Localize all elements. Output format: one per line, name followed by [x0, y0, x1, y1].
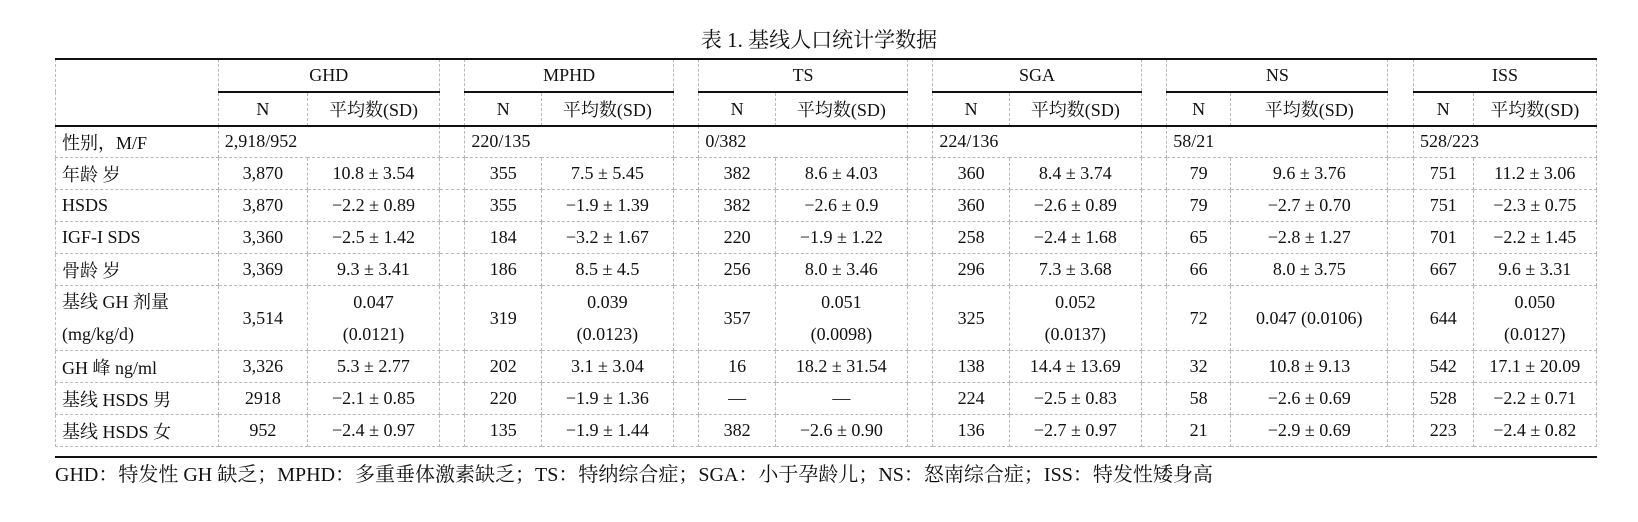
table-row — [56, 222, 1597, 254]
n-cell: 3,514 — [218, 286, 307, 351]
n-cell: 3,369 — [218, 254, 307, 286]
column-gap — [673, 158, 699, 190]
row-label: HSDS — [56, 190, 219, 222]
column-gap — [1141, 415, 1167, 447]
table-row — [56, 286, 1597, 351]
table-footnote: GHD：特发性 GH 缺乏；MPHD：多重垂体激素缺乏；TS：特纳综合症；SGA：小于孕龄儿；NS：怒南综合症；ISS：特发性矮身高 — [55, 464, 1213, 486]
mean-sd-cell: — — [775, 383, 907, 415]
mean-sd-cell: 7.5 ± 5.45 — [541, 158, 673, 190]
group-header-mphd: MPHD — [465, 60, 673, 93]
group-header-iss: ISS — [1413, 60, 1596, 93]
mean-sd-cell: −2.3 ± 0.75 — [1473, 190, 1596, 222]
mean-sd-cell: −2.2 ± 1.45 — [1473, 222, 1596, 254]
demographics-table — [55, 59, 1597, 447]
mean-sd-cell: −2.2 ± 0.71 — [1473, 383, 1596, 415]
mean-sd-cell: −2.5 ± 0.83 — [1009, 383, 1141, 415]
row-label: IGF-I SDS — [56, 222, 219, 254]
column-gap — [1388, 222, 1414, 254]
n-cell: 202 — [465, 351, 542, 383]
mean-sd-cell: −1.9 ± 1.22 — [775, 222, 907, 254]
n-cell: 644 — [1413, 286, 1473, 351]
sub-header-mean-sd: 平均数(SD) — [775, 92, 907, 126]
column-gap — [1141, 351, 1167, 383]
mean-sd-cell: 17.1 ± 20.09 — [1473, 351, 1596, 383]
n-cell: 138 — [933, 351, 1010, 383]
n-cell: 528 — [1413, 383, 1473, 415]
row-label-line: 基线 GH 剂量 — [62, 292, 169, 312]
sub-header-n: N — [218, 92, 307, 126]
column-gap — [1141, 158, 1167, 190]
n-cell: 751 — [1413, 158, 1473, 190]
n-cell: 542 — [1413, 351, 1473, 383]
mean-sd-cell: −2.2 ± 0.89 — [308, 190, 440, 222]
column-gap — [673, 254, 699, 286]
mean-sd-cell — [308, 286, 440, 351]
table-row — [56, 190, 1597, 222]
mean-sd-line: (0.0137) — [1044, 324, 1107, 344]
sub-header-n: N — [465, 92, 542, 126]
column-gap — [1388, 158, 1414, 190]
column-gap — [673, 126, 699, 158]
mean-sd-line: 0.052 — [1055, 292, 1096, 312]
row-label: 年龄 岁 — [56, 158, 219, 190]
table-header-rule — [55, 125, 1597, 127]
mean-sd-cell: 8.4 ± 3.74 — [1009, 158, 1141, 190]
sub-header-n: N — [1413, 92, 1473, 126]
column-gap — [439, 383, 465, 415]
mean-sd-line: (0.0098) — [810, 324, 873, 344]
sex-ratio-cell: 0/382 — [699, 126, 907, 158]
sub-header-row — [56, 92, 1597, 126]
column-gap — [907, 126, 933, 158]
column-gap — [1141, 190, 1167, 222]
column-gap — [439, 254, 465, 286]
n-cell: 256 — [699, 254, 776, 286]
n-cell: 382 — [699, 158, 776, 190]
table-row — [56, 383, 1597, 415]
column-gap — [439, 222, 465, 254]
group-header-sga: SGA — [933, 60, 1141, 93]
n-cell: 184 — [465, 222, 542, 254]
n-cell: 701 — [1413, 222, 1473, 254]
n-cell: 79 — [1167, 158, 1231, 190]
mean-sd-cell: 9.6 ± 3.31 — [1473, 254, 1596, 286]
mean-sd-cell — [1231, 286, 1388, 351]
n-cell: 325 — [933, 286, 1010, 351]
column-gap — [673, 190, 699, 222]
mean-sd-line: (0.0123) — [576, 324, 639, 344]
column-gap — [439, 190, 465, 222]
table-title: 表 1. 基线人口统计学数据 — [700, 28, 938, 52]
mean-sd-cell — [1473, 286, 1596, 351]
column-gap — [439, 286, 465, 351]
row-label: 基线 HSDS 男 — [56, 383, 219, 415]
row-label: 骨龄 岁 — [56, 254, 219, 286]
n-cell: 2918 — [218, 383, 307, 415]
mean-sd-cell: −2.6 ± 0.69 — [1231, 383, 1388, 415]
sub-header-n: N — [699, 92, 776, 126]
n-cell: — — [699, 383, 776, 415]
mean-sd-line: (0.0127) — [1504, 324, 1566, 344]
mean-sd-cell — [1009, 286, 1141, 351]
column-gap — [907, 222, 933, 254]
mean-sd-cell: −2.6 ± 0.9 — [775, 190, 907, 222]
column-gap — [907, 415, 933, 447]
mean-sd-cell: 8.6 ± 4.03 — [775, 158, 907, 190]
sex-ratio-cell: 2,918/952 — [218, 126, 439, 158]
n-cell: 258 — [933, 222, 1010, 254]
mean-sd-cell: 18.2 ± 31.54 — [775, 351, 907, 383]
table-row — [56, 254, 1597, 286]
n-cell: 319 — [465, 286, 542, 351]
mean-sd-cell: −2.6 ± 0.90 — [775, 415, 907, 447]
sex-ratio-cell: 220/135 — [465, 126, 673, 158]
column-gap — [673, 415, 699, 447]
n-cell: 220 — [699, 222, 776, 254]
column-gap — [907, 351, 933, 383]
column-gap — [439, 415, 465, 447]
n-cell: 21 — [1167, 415, 1231, 447]
n-cell: 66 — [1167, 254, 1231, 286]
sub-header-n: N — [933, 92, 1010, 126]
n-cell: 79 — [1167, 190, 1231, 222]
mean-sd-line: (0.0121) — [342, 324, 405, 344]
n-cell: 382 — [699, 190, 776, 222]
sex-ratio-cell: 528/223 — [1413, 126, 1596, 158]
column-gap — [1388, 126, 1414, 158]
n-cell: 667 — [1413, 254, 1473, 286]
column-gap — [673, 60, 699, 126]
table-row — [56, 126, 1597, 158]
n-cell: 3,870 — [218, 190, 307, 222]
n-cell: 58 — [1167, 383, 1231, 415]
table-row — [56, 158, 1597, 190]
mean-sd-cell — [775, 286, 907, 351]
n-cell: 296 — [933, 254, 1010, 286]
column-gap — [1141, 383, 1167, 415]
column-gap — [907, 383, 933, 415]
mean-sd-cell: 3.1 ± 3.04 — [541, 351, 673, 383]
mean-sd-cell: 11.2 ± 3.06 — [1473, 158, 1596, 190]
table-top-rule — [55, 58, 1597, 60]
mean-sd-cell: −2.8 ± 1.27 — [1231, 222, 1388, 254]
group-header-row — [56, 60, 1597, 93]
sex-ratio-cell: 224/136 — [933, 126, 1141, 158]
mean-sd-cell: 8.0 ± 3.75 — [1231, 254, 1388, 286]
mean-sd-cell: 8.5 ± 4.5 — [541, 254, 673, 286]
n-cell: 135 — [465, 415, 542, 447]
column-gap — [907, 190, 933, 222]
mean-sd-cell: 9.6 ± 3.76 — [1231, 158, 1388, 190]
n-cell: 65 — [1167, 222, 1231, 254]
column-gap — [1388, 254, 1414, 286]
mean-sd-line: 0.047 — [353, 292, 394, 312]
corner-cell — [56, 60, 219, 126]
sex-ratio-cell: 58/21 — [1167, 126, 1388, 158]
n-cell: 32 — [1167, 351, 1231, 383]
n-cell: 224 — [933, 383, 1010, 415]
column-gap — [907, 286, 933, 351]
group-header-ns: NS — [1167, 60, 1388, 93]
mean-sd-cell: −2.7 ± 0.97 — [1009, 415, 1141, 447]
mean-sd-cell: 9.3 ± 3.41 — [308, 254, 440, 286]
mean-sd-cell: 10.8 ± 3.54 — [308, 158, 440, 190]
n-cell: 223 — [1413, 415, 1473, 447]
n-cell: 357 — [699, 286, 776, 351]
column-gap — [673, 286, 699, 351]
mean-sd-cell: −2.1 ± 0.85 — [308, 383, 440, 415]
n-cell: 360 — [933, 158, 1010, 190]
n-cell: 186 — [465, 254, 542, 286]
sub-header-mean-sd: 平均数(SD) — [1473, 92, 1596, 126]
column-gap — [439, 60, 465, 126]
mean-sd-cell: 5.3 ± 2.77 — [308, 351, 440, 383]
sub-header-n: N — [1167, 92, 1231, 126]
n-cell: 16 — [699, 351, 776, 383]
mean-sd-cell: −3.2 ± 1.67 — [541, 222, 673, 254]
column-gap — [673, 222, 699, 254]
column-gap — [907, 60, 933, 126]
column-gap — [1388, 383, 1414, 415]
mean-sd-cell: −1.9 ± 1.39 — [541, 190, 673, 222]
sub-header-mean-sd: 平均数(SD) — [541, 92, 673, 126]
mean-sd-cell: −2.5 ± 1.42 — [308, 222, 440, 254]
mean-sd-cell — [541, 286, 673, 351]
sub-header-mean-sd: 平均数(SD) — [1009, 92, 1141, 126]
column-gap — [439, 126, 465, 158]
column-gap — [1141, 60, 1167, 126]
mean-sd-line: 0.039 — [587, 292, 628, 312]
n-cell: 952 — [218, 415, 307, 447]
n-cell: 751 — [1413, 190, 1473, 222]
column-gap — [1141, 286, 1167, 351]
mean-sd-line: 0.051 — [821, 292, 862, 312]
mean-sd-cell: −1.9 ± 1.44 — [541, 415, 673, 447]
mean-sd-cell: −2.9 ± 0.69 — [1231, 415, 1388, 447]
column-gap — [1388, 190, 1414, 222]
mean-sd-cell: 10.8 ± 9.13 — [1231, 351, 1388, 383]
mean-sd-cell: −1.9 ± 1.36 — [541, 383, 673, 415]
column-gap — [673, 383, 699, 415]
n-cell: 3,870 — [218, 158, 307, 190]
column-gap — [907, 158, 933, 190]
mean-sd-cell: 7.3 ± 3.68 — [1009, 254, 1141, 286]
column-gap — [1141, 222, 1167, 254]
row-label: GH 峰 ng/ml — [56, 351, 219, 383]
n-cell: 220 — [465, 383, 542, 415]
sub-header-mean-sd: 平均数(SD) — [308, 92, 440, 126]
column-gap — [1388, 286, 1414, 351]
column-gap — [673, 351, 699, 383]
column-gap — [1388, 60, 1414, 126]
column-gap — [907, 254, 933, 286]
mean-sd-cell: 8.0 ± 3.46 — [775, 254, 907, 286]
n-cell: 355 — [465, 158, 542, 190]
row-label — [56, 286, 219, 351]
group-header-ghd: GHD — [218, 60, 439, 93]
mean-sd-line: 0.047 (0.0106) — [1256, 308, 1363, 328]
column-gap — [1141, 254, 1167, 286]
column-gap — [1388, 415, 1414, 447]
group-header-ts: TS — [699, 60, 907, 93]
column-gap — [1141, 126, 1167, 158]
mean-sd-cell: −2.4 ± 0.97 — [308, 415, 440, 447]
column-gap — [439, 351, 465, 383]
row-label: 基线 HSDS 女 — [56, 415, 219, 447]
column-gap — [1388, 351, 1414, 383]
n-cell: 72 — [1167, 286, 1231, 351]
n-cell: 136 — [933, 415, 1010, 447]
row-label: 性别，M/F — [56, 126, 219, 158]
mean-sd-cell: −2.7 ± 0.70 — [1231, 190, 1388, 222]
table-row — [56, 351, 1597, 383]
sub-header-mean-sd: 平均数(SD) — [1231, 92, 1388, 126]
row-label-line: (mg/kg/d) — [62, 324, 134, 344]
n-cell: 355 — [465, 190, 542, 222]
n-cell: 3,326 — [218, 351, 307, 383]
column-gap — [439, 158, 465, 190]
mean-sd-cell: −2.6 ± 0.89 — [1009, 190, 1141, 222]
mean-sd-cell: −2.4 ± 0.82 — [1473, 415, 1596, 447]
table-row — [56, 415, 1597, 447]
n-cell: 360 — [933, 190, 1010, 222]
n-cell: 3,360 — [218, 222, 307, 254]
n-cell: 382 — [699, 415, 776, 447]
mean-sd-line: 0.050 — [1514, 292, 1555, 312]
mean-sd-cell: −2.4 ± 1.68 — [1009, 222, 1141, 254]
mean-sd-cell: 14.4 ± 13.69 — [1009, 351, 1141, 383]
